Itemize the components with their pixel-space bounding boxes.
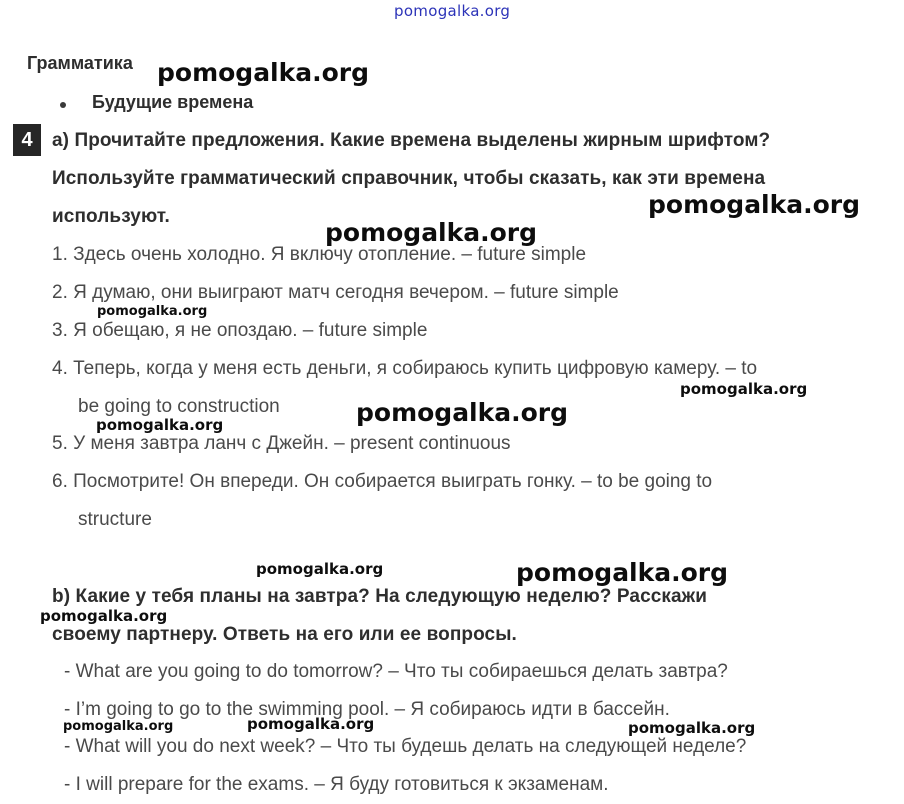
dialogue-line: - I will prepare for the exams. – Я буду готовиться к экзаменам. [64,774,609,795]
list-item-continuation: be going to construction [78,396,280,417]
watermark: pomogalka.org [516,558,729,587]
watermark: pomogalka.org [325,218,538,247]
watermark-top[interactable]: pomogalka.org [394,2,511,20]
watermark: pomogalka.org [96,416,224,434]
dialogue-line: - I’m going to go to the swimming pool. – Я собираюсь идти в бассейн. [64,699,670,720]
list-item: 6. Посмотрите! Он впереди. Он собирается выиграть гонку. – to be going to [52,471,713,492]
exercise-number-badge: 4 [13,124,41,156]
watermark: pomogalka.org [256,560,384,578]
list-item: 5. У меня завтра ланч с Джейн. – present continuous [52,433,511,454]
watermark: pomogalka.org [628,719,756,737]
topic-title: Будущие времена [92,92,254,112]
list-item: 2. Я думаю, они выиграют матч сегодня вечером. – future simple [52,282,619,303]
list-item: 4. Теперь, когда у меня есть деньги, я собираюсь купить цифровую камеру. – to [52,358,758,379]
watermark: pomogalka.org [40,607,168,625]
list-item: 3. Я обещаю, я не опоздаю. – future simple [52,320,428,341]
dialogue-line: - What are you going to do tomorrow? – Что ты собираешься делать завтра? [64,661,728,682]
part-b-question-line2: своему партнеру. Ответь на его или ее вопросы. [52,624,517,645]
watermark: pomogalka.org [157,58,370,87]
watermark: pomogalka.org [97,304,208,319]
watermark: pomogalka.org [356,398,569,427]
part-a-question-line3: используют. [52,206,170,227]
section-heading: Грамматика [27,53,133,73]
list-item: 1. Здесь очень холодно. Я включу отопление. – future simple [52,244,587,265]
watermark: pomogalka.org [680,380,808,398]
list-item-continuation: structure [78,509,152,530]
dialogue-line: - What will you do next week? – Что ты будешь делать на следующей неделе? [64,736,747,757]
bullet-icon [60,102,66,108]
part-b-question-line1: b) Какие у тебя планы на завтра? На следующую неделю? Расскажи [52,586,708,607]
watermark: pomogalka.org [63,719,174,734]
part-a-question-line1: a) Прочитайте предложения. Какие времена выделены жирным шрифтом? [52,130,771,151]
watermark: pomogalka.org [648,190,861,219]
watermark: pomogalka.org [247,715,375,733]
part-a-question-line2: Используйте грамматический справочник, чтобы сказать, как эти времена [52,168,766,189]
